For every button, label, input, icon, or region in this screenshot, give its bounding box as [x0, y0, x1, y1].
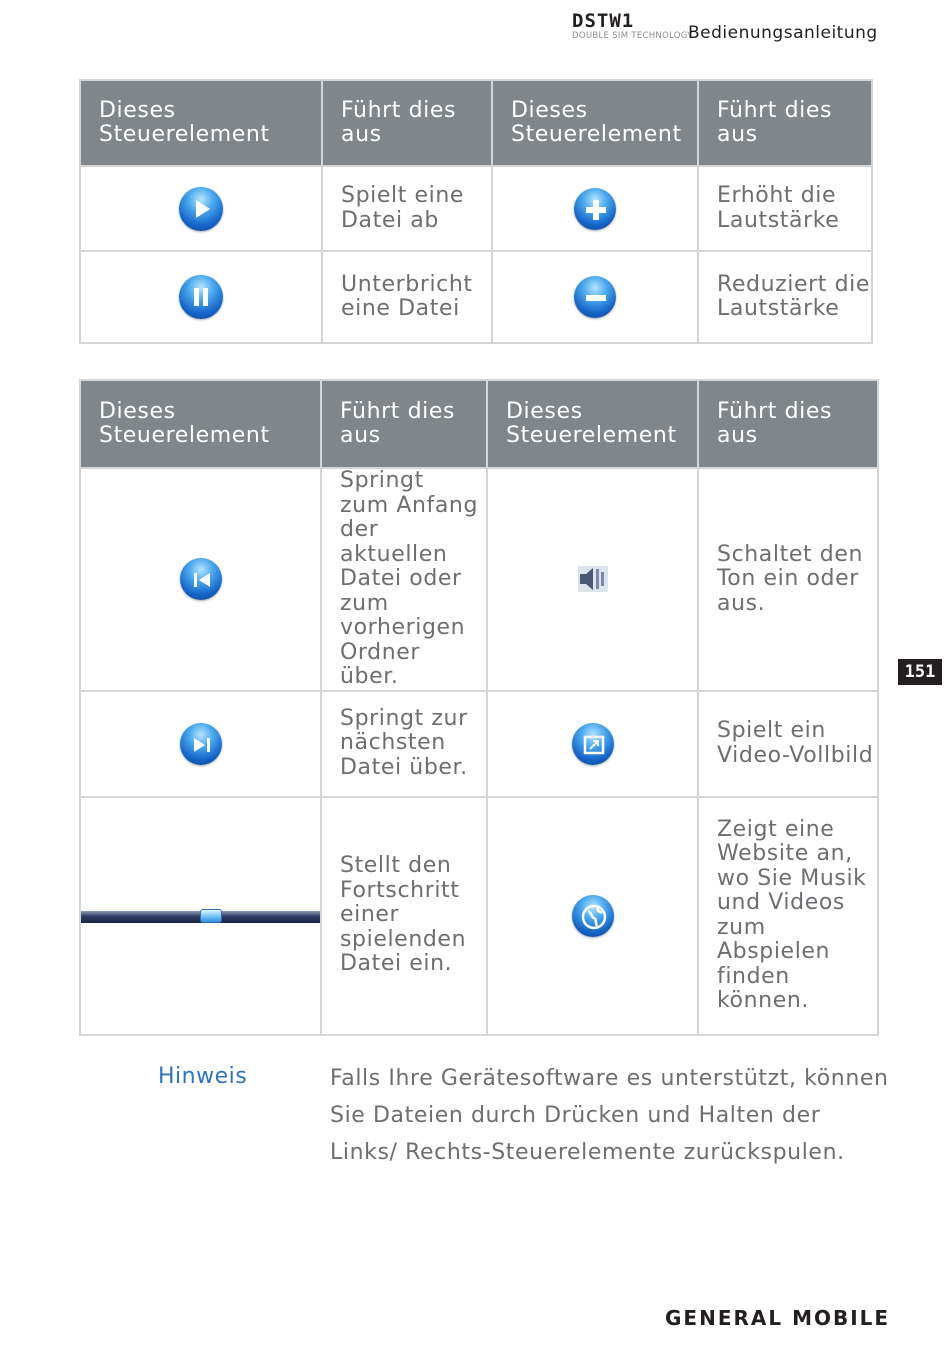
logo-subtitle: DOUBLE SIM TECHNOLOGY: [572, 31, 693, 41]
icon-cell: [492, 251, 698, 343]
note-text: Falls Ihre Gerätesoftware es unterstützt, können Sie Dateien durch Drücken und Halten der Links/ Rechts-Steuerelemente zurückspulen.: [330, 1066, 889, 1165]
table-header-row: [80, 80, 872, 166]
table-header-row: [80, 380, 878, 468]
globe-icon: [572, 895, 614, 937]
volume-down-icon: [574, 276, 616, 318]
brand-logo: GENERAL MOBILE: [665, 1306, 891, 1330]
controls-table-2: [79, 379, 879, 1036]
note-label: Hinweis: [158, 1064, 248, 1089]
icon-cell: [487, 468, 698, 691]
mute-icon: [578, 566, 608, 592]
icon-cell: [80, 797, 321, 1035]
description-cell: Reduziert die Lautstärke: [698, 251, 872, 343]
description-cell: Schaltet den Ton ein oder aus.: [698, 468, 878, 691]
description-cell: Spielt ein Video-Vollbild: [698, 691, 878, 797]
description-cell: Spielt eine Datei ab: [322, 166, 492, 251]
fullscreen-icon: [572, 723, 614, 765]
column-header: Führt dies aus: [698, 80, 872, 166]
play-icon: [179, 187, 223, 231]
skip-previous-icon: [180, 558, 222, 600]
skip-next-icon: [180, 723, 222, 765]
column-header: Dieses Steuerelement: [487, 380, 698, 468]
column-header: Führt dies aus: [698, 380, 878, 468]
description-cell: Zeigt eine Website an, wo Sie Musik und Videos zum Abspielen finden können.: [698, 797, 878, 1035]
page-header: [572, 10, 878, 46]
description-cell: Springt zum Anfang der aktuellen Datei oder zum vorherigen Ordner über.: [321, 468, 487, 691]
page-number: 151: [898, 659, 942, 685]
column-header: Führt dies aus: [321, 380, 487, 468]
description-cell: Erhöht die Lautstärke: [698, 166, 872, 251]
progress-bar[interactable]: [81, 911, 320, 923]
column-header: Dieses Steuerelement: [80, 80, 322, 166]
table-row: [80, 691, 878, 797]
table-row: [80, 797, 878, 1035]
column-header: Dieses Steuerelement: [80, 380, 321, 468]
pause-icon: [179, 275, 223, 319]
icon-cell: [492, 166, 698, 251]
icon-cell: [80, 166, 322, 251]
progress-slider-thumb[interactable]: [200, 909, 222, 923]
volume-up-icon: [574, 188, 616, 230]
description-cell: Unterbricht eine Datei: [322, 251, 492, 343]
icon-cell: [80, 468, 321, 691]
controls-table-1: [79, 79, 873, 344]
table-row: [80, 251, 872, 343]
manual-title: Bedienungsanleitung: [688, 23, 878, 43]
description-cell: Stellt den Fortschritt einer spielenden Datei ein.: [321, 797, 487, 1035]
icon-cell: [80, 691, 321, 797]
description-cell: Springt zur nächsten Datei über.: [321, 691, 487, 797]
icon-cell: [487, 691, 698, 797]
column-header: Dieses Steuerelement: [492, 80, 698, 166]
table-row: [80, 166, 872, 251]
column-header: Führt dies aus: [322, 80, 492, 166]
icon-cell: [487, 797, 698, 1035]
dstw1-logo: DSTW1: [572, 10, 635, 32]
table-row: [80, 468, 878, 691]
icon-cell: [80, 251, 322, 343]
